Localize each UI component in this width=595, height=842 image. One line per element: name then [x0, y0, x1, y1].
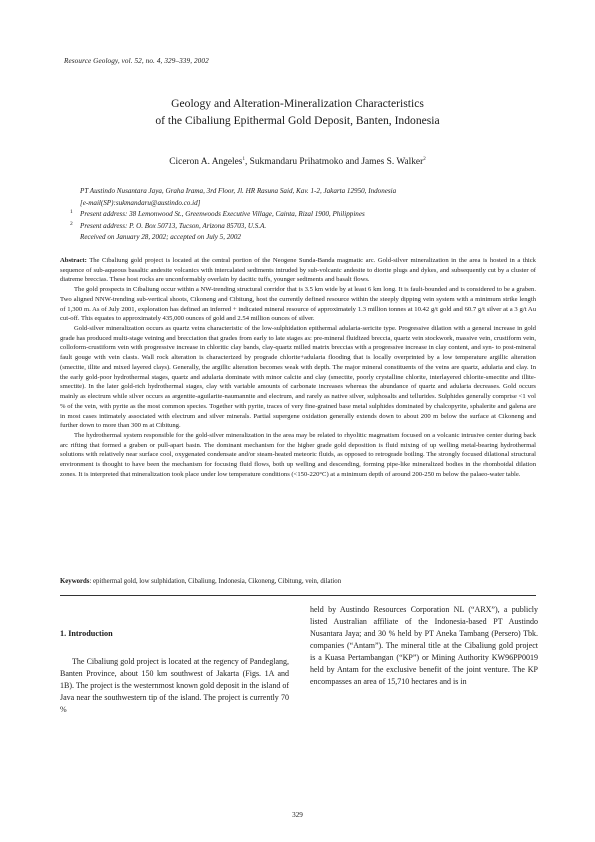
author-1-affil-mark: 1: [242, 157, 245, 162]
author-list: [60, 157, 535, 167]
affiliation-main: PT Austindo Nusantara Jaya, Graha Irama, 3rd Floor, Jl. HR Rasuna Said, Kav. 1-2, Jakarta 12950, Indonesia: [80, 187, 397, 195]
keywords: [60, 577, 536, 587]
author-separator: and: [343, 157, 362, 168]
page-number: 329: [292, 811, 303, 819]
affiliation-present-1: 1 Present address: 38 Lemonwood St., Greenwoods Executive Village, Cainta, Rizal 1900, Philippines: [70, 209, 365, 219]
intro-paragraph-left: The Cibaliung gold project is located at the regency of Pandeglang, Banten Province, about 150 km southwest of Jakarta (Figs. 1A and 1B). The project is the westernmost known gold deposit in the island of Java near the southwestern tip of the island. The project is currently 70 %: [60, 657, 289, 715]
author-3: James S. Walker: [361, 157, 424, 168]
abstract-paragraph-4: The hydrothermal system responsible for the gold-silver mineralization in the area may be related to rhyolitic magmatism focused on a volcanic intrusive center during back arc rifting that formed a graben or pull-apart basin. The dominant mechanism for the higher grade gold deposition is fluid mixing of up welling metal-bearing hydrothermal solutions with relatively near surface cool, oxygenated condensate and/or steam-heated meteoric fluids, as opposed to retrograde boiling. The strongly focused dilational structural environment is thought to have been the mechanism for focusing fluid flows, both up welling and descending, forming pipe-like mineralized bodies in the rhomboidal dilation zones. It is interpreted that mineralization took place under low temperature conditions (<150-220°C) at a minimum depth of around 200-250 m below the palaeo-water table.: [60, 431, 536, 478]
abstract-label: Abstract:: [60, 257, 87, 264]
right-column: [310, 604, 538, 689]
keywords-label: Keywords: [60, 578, 90, 585]
intro-paragraph-right: held by Austindo Resources Corporation NL (“ARX”), a publicly listed Australian affiliate of the Indonesia-based PT Austindo Nusantara Jaya; and 30 % held by PT Aneka Tambang (Persero) Tbk. companies (“Antam”). The mineral title at the Cibaliung gold project is a Kuasa Pertambangan (“KP”) or Mining Authority KW96PP0019 held by Antam for the exclusive benefit of the joint venture. The KP encompasses an area of 15,710 hectares and is in: [310, 605, 538, 687]
author-2: Sukmandaru Prihatmoko: [249, 157, 344, 168]
received-dates: Received on January 28, 2002; accepted on July 5, 2002: [80, 233, 241, 242]
footnote-mark-2: 2: [70, 220, 73, 227]
title-line-2: of the Cibaliung Epithermal Gold Deposit, Banten, Indonesia: [155, 114, 440, 127]
article-title: [60, 95, 535, 129]
abstract-paragraph-2: The gold prospects in Cibaliung occur within a NW-trending structural corridor that is 3.5 km wide by at least 6 km long. It is fault-bounded and is considered to be a graben. Two aligned NNW-trending sub-vertical shoots, Cikoneng and Cibitung, host the currently defined resource within the steeply dipping vein system with a minimum strike length of 1,300 m. As of July 2001, exploration has defined an inferred + indicated mineral resource of approximately 1.3 million tonnes at 10.42 g/t gold and 60.7 g/t silver at a 3 g/t Au cut-off. This equates to approximately 435,000 ounces of gold and 2.54 million ounces of silver.: [60, 286, 536, 323]
abstract-paragraph-1: Abstract: The Cibaliung gold project is located at the central portion of the Neogene Sunda-Banda magmatic arc. Gold-silver mineralization in the area is hosted in a thick sequence of sub-aqueous basaltic andesite volcanics with intercalated sediments intruded by sub-volcanic andesite to diorite plugs and dykes, and subsequently cut by a cluster of diatreme breccias. These host rocks are unconformably overlain by dacitic tuffs, younger sediments and basalt flows.: [60, 257, 536, 284]
author-separator: ,: [244, 157, 250, 168]
abstract: [60, 256, 536, 480]
author-3-affil-mark: 2: [423, 157, 426, 162]
affiliation-email: [e-mail(SP):sukmandaru@austindo.co.id]: [80, 198, 201, 207]
affiliation-present-2: 2 Present address: P. O. Box 50713, Tucson, Arizona 85703, U.S.A.: [70, 220, 267, 230]
section-divider: [60, 595, 536, 596]
left-column: [60, 628, 289, 716]
journal-header: Resource Geology, vol. 52, no. 4, 329–339, 2002: [64, 57, 209, 65]
keywords-text: : epithermal gold, low sulphidation, Cibaliung, Indonesia, Cikoneng, Cibitung, vein, dilation: [89, 578, 342, 585]
author-1: Ciceron A. Angeles: [169, 157, 243, 168]
affiliations: [70, 186, 550, 244]
title-line-1: Geology and Alteration-Mineralization Characteristics: [171, 97, 424, 110]
footnote-mark-1: 1: [70, 209, 73, 216]
section-heading-introduction: 1. Introduction: [60, 629, 113, 638]
abstract-paragraph-3: Gold-silver mineralization occurs as quartz veins characteristic of the low-sulphidation epithermal adularia-sericite type. Progressive dilation with a general increase in gold grade has produced multi-stage veining and brecciation that grades from early to late stages as: pre-mineral fluidized breccia, quartz vein stockwork, massive vein, crustiform vein, colloform-crustiform vein with progressive increase in chloritic clay bands, clay-quartz milled matrix breccias with a progressive increase in clay content, and syn- to post-mineral fault gouge with vein clasts. Wall rock alteration is characterized by prograde chlorite+adularia flooding that is locally overprinted by a low temperature argillic alteration (smectite, illite and mixed layered clays). Generally, the argillic alteration becomes weak with depth. The major mineral constituents of the veins are quartz, adularia and clay. In the early gold-poor hydrothermal stages, quartz and adularia dominate with minor calcite and clay (smectite, poorly crystalline chlorite, interlayered chlorite-smectite and illite-smectite). In the later gold-rich hydrothermal stages, clay with variable amounts of carbonate increases whereas the abundance of quartz and adularia decreases. Gold occurs mainly as electrum while silver occurs as argentite-aguilarite-naumannite and electrum, and rarely as native silver, sulphosalts and tellurides. Sulphides generally comprise <1 vol % of the vein, with pyrite as the most common species. Together with pyrite, traces of very fine-grained base metal sulphides dominated by chalcopyrite, sphalerite and galena are in most cases intimately associated with electrum and silver minerals. Partial supergene oxidation generally extends down to about 200 m below the surface at Cikoneng and further down to more than 300 m at Cibitung.: [60, 325, 536, 430]
